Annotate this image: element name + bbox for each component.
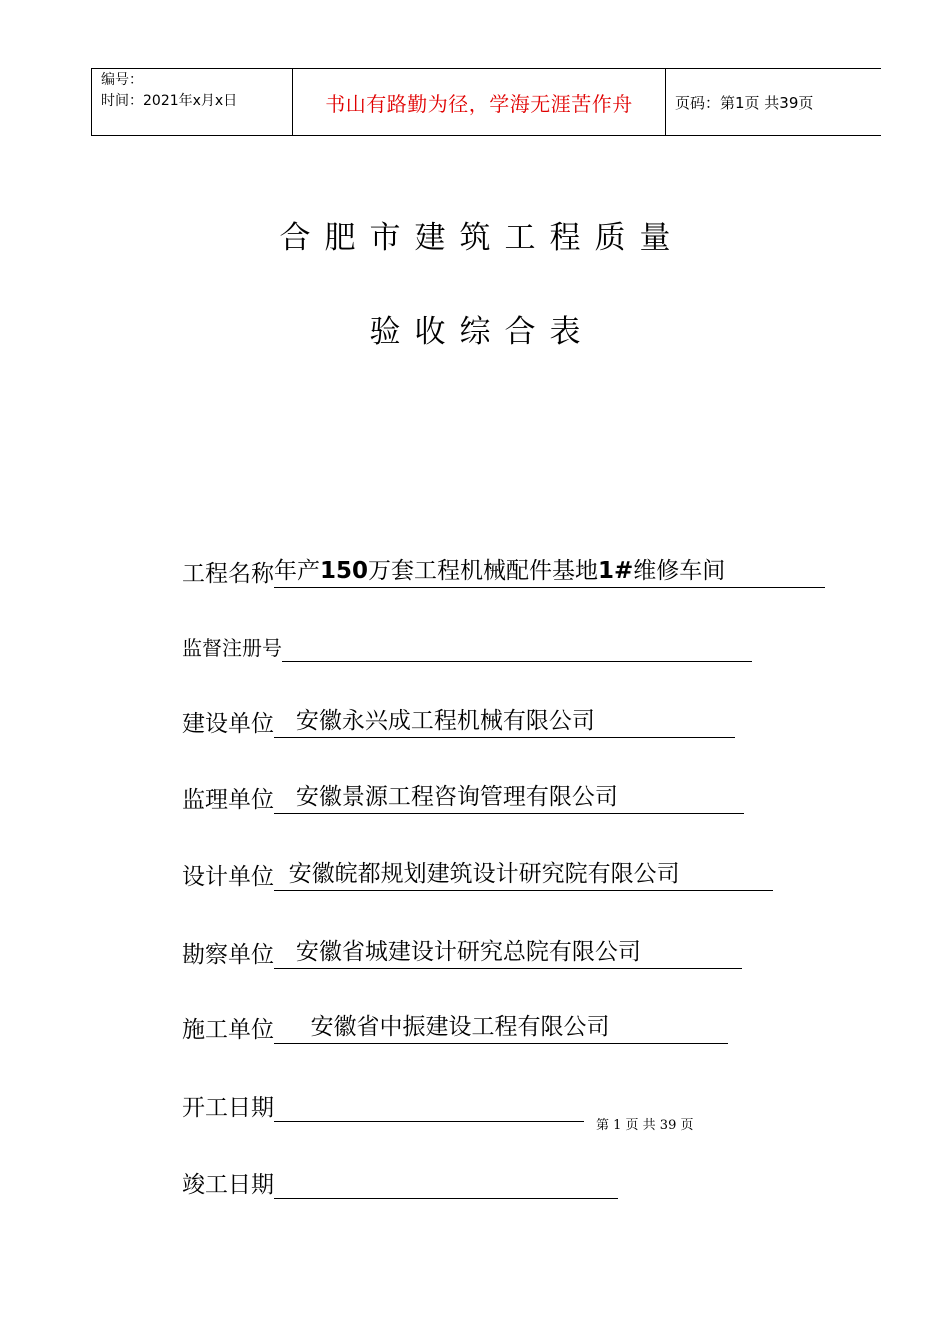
design-unit-value: 安徽皖都规划建筑设计研究院有限公司 <box>274 860 773 891</box>
project-name-part2: 万套工程机械配件基地 <box>368 558 599 584</box>
registration-no-value <box>282 631 752 662</box>
project-name-part3: 维修车间 <box>633 558 726 584</box>
registration-no-label: 监督注册号 <box>182 636 282 660</box>
field-project-name <box>182 557 825 588</box>
supervision-unit-value: 安徽景源工程咨询管理有限公司 <box>274 783 744 814</box>
time-label: 时间：2021年x月x日 <box>101 93 238 109</box>
footer-page-number: 第 1 页 共 39 页 <box>594 1114 695 1133</box>
motto-text: 书山有路勤为径，学海无涯苦作舟 <box>325 91 633 116</box>
document-title-line2: 验收综合表 <box>369 314 595 350</box>
document-title-line1: 合肥市建筑工程质量 <box>279 220 685 256</box>
header-meta-cell <box>92 69 293 135</box>
project-name-value <box>274 557 825 588</box>
field-construction-unit <box>182 707 735 738</box>
field-completion-date <box>182 1168 618 1199</box>
project-name-part1: 年产 <box>274 558 320 584</box>
header-table <box>91 68 881 136</box>
header-motto-cell <box>293 69 666 135</box>
field-start-date <box>182 1091 584 1122</box>
completion-date-value <box>274 1168 618 1199</box>
completion-date-label: 竣工日期 <box>182 1172 274 1198</box>
survey-unit-value: 安徽省城建设计研究总院有限公司 <box>274 938 742 969</box>
field-supervision-unit <box>182 783 744 814</box>
start-date-value <box>274 1091 584 1122</box>
project-name-label: 工程名称 <box>182 561 274 587</box>
header-page-cell <box>666 69 881 135</box>
survey-unit-label: 勘察单位 <box>182 942 274 968</box>
contractor-unit-label: 施工单位 <box>182 1017 274 1043</box>
construction-unit-value: 安徽永兴成工程机械有限公司 <box>274 707 735 738</box>
supervision-unit-label: 监理单位 <box>182 787 274 813</box>
number-label: 编号： <box>101 72 143 88</box>
design-unit-label: 设计单位 <box>182 864 274 890</box>
contractor-unit-value: 安徽省中振建设工程有限公司 <box>274 1013 728 1044</box>
construction-unit-label: 建设单位 <box>182 711 274 737</box>
project-name-bold2: 1# <box>598 558 634 584</box>
field-registration-no <box>182 631 752 662</box>
start-date-label: 开工日期 <box>182 1095 274 1121</box>
project-name-bold1: 150 <box>320 558 369 584</box>
field-survey-unit <box>182 938 742 969</box>
field-design-unit <box>182 860 773 891</box>
field-contractor-unit <box>182 1013 728 1044</box>
page-info: 页码：第1页 共39页 <box>675 93 814 112</box>
